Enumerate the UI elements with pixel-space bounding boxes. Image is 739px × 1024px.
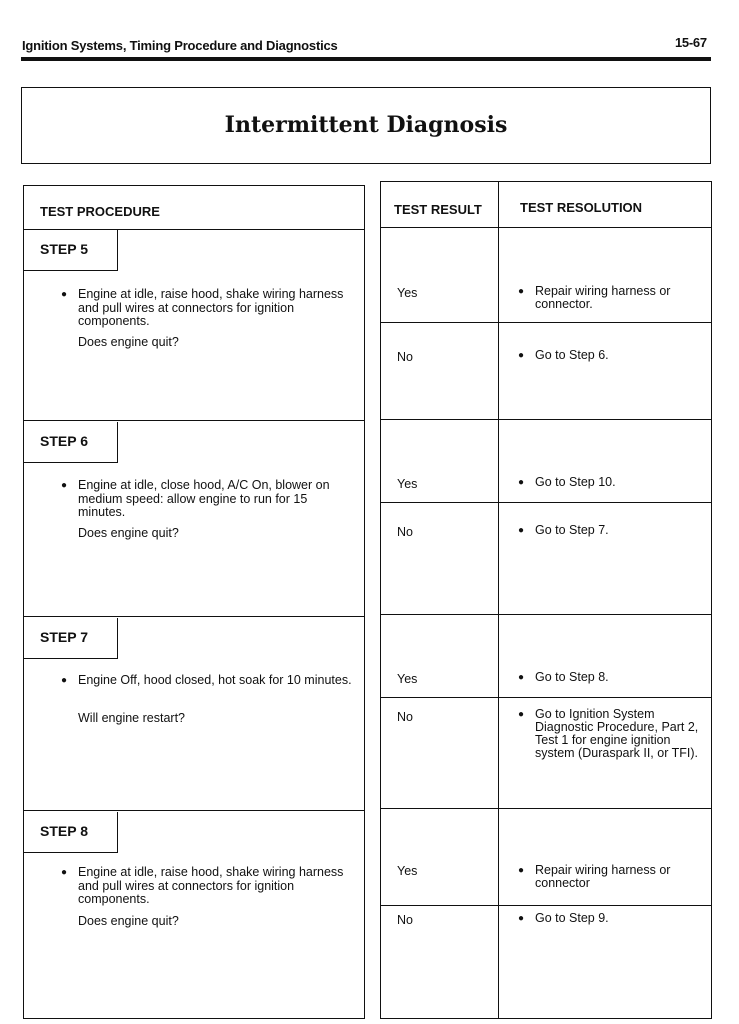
step-divider (381, 614, 711, 615)
step-8-resolution-yes: ● Repair wiring harness or connector (535, 864, 705, 890)
result-table-header (381, 182, 711, 228)
page-title: Intermittent Diagnosis (224, 112, 508, 138)
step-8-question: Does engine quit? (78, 914, 179, 928)
step-8-procedure: ● Engine at idle, raise hood, shake wiring harness and pull wires at connectors for ignition components. (78, 866, 356, 907)
step-8-result-no: No (397, 913, 413, 927)
step-5-label-box (24, 230, 118, 271)
step-6-question: Does engine quit? (78, 526, 179, 540)
step-6-result-yes: Yes (397, 477, 418, 491)
row-divider (381, 905, 711, 906)
step-divider (24, 616, 364, 617)
test-result-table (380, 181, 712, 1019)
step-5-resolution-no: ● Go to Step 6. (535, 349, 705, 362)
step-6-procedure: ● Engine at idle, close hood, A/C On, blower on medium speed: allow engine to run for 15 minutes. (78, 479, 356, 520)
page-number: 15-67 (675, 35, 707, 50)
step-5-resolution-yes: ● Repair wiring harness or connector. (535, 285, 705, 311)
header-rule (21, 57, 711, 61)
step-divider (381, 419, 711, 420)
row-divider (381, 322, 711, 323)
step-7-label: STEP 7 (40, 629, 88, 645)
step-divider (24, 810, 364, 811)
test-procedure-header (24, 186, 364, 230)
step-7-resolution-yes: ● Go to Step 8. (535, 671, 705, 684)
step-7-result-yes: Yes (397, 672, 418, 686)
test-result-heading: TEST RESULT (394, 202, 482, 217)
step-5-result-yes: Yes (397, 286, 418, 300)
step-7-question: Will engine restart? (78, 711, 185, 725)
step-8-label: STEP 8 (40, 823, 88, 839)
step-7-result-no: No (397, 710, 413, 724)
step-8-result-yes: Yes (397, 864, 418, 878)
step-6-label: STEP 6 (40, 433, 88, 449)
step-6-resolution-no: ● Go to Step 7. (535, 524, 705, 537)
step-7-resolution-no: ● Go to Ignition System Diagnostic Procedure, Part 2, Test 1 for engine ignition system (Duraspark II, or TFI). (535, 708, 703, 760)
step-5-question: Does engine quit? (78, 335, 179, 349)
column-divider (498, 182, 499, 1018)
step-6-resolution-yes: ● Go to Step 10. (535, 476, 705, 489)
row-divider (381, 502, 711, 503)
title-box (21, 87, 711, 164)
test-resolution-heading: TEST RESOLUTION (520, 200, 643, 215)
step-5-procedure: ● Engine at idle, raise hood, shake wiring harness and pull wires at connectors for ignition components. (78, 288, 356, 329)
step-6-label-box (24, 422, 118, 463)
test-procedure-heading: TEST PROCEDURE (40, 204, 160, 219)
step-6-result-no: No (397, 525, 413, 539)
step-8-resolution-no: ● Go to Step 9. (535, 912, 705, 925)
test-procedure-column (23, 185, 365, 1019)
step-7-procedure: ● Engine Off, hood closed, hot soak for 10 minutes. (78, 674, 356, 688)
step-8-label-box (24, 812, 118, 853)
step-7-label-box (24, 618, 118, 659)
step-5-result-no: No (397, 350, 413, 364)
step-divider (24, 420, 364, 421)
row-divider (381, 697, 711, 698)
step-divider (381, 808, 711, 809)
running-header-title: Ignition Systems, Timing Procedure and Diagnostics (22, 38, 338, 53)
step-5-label: STEP 5 (40, 241, 88, 257)
